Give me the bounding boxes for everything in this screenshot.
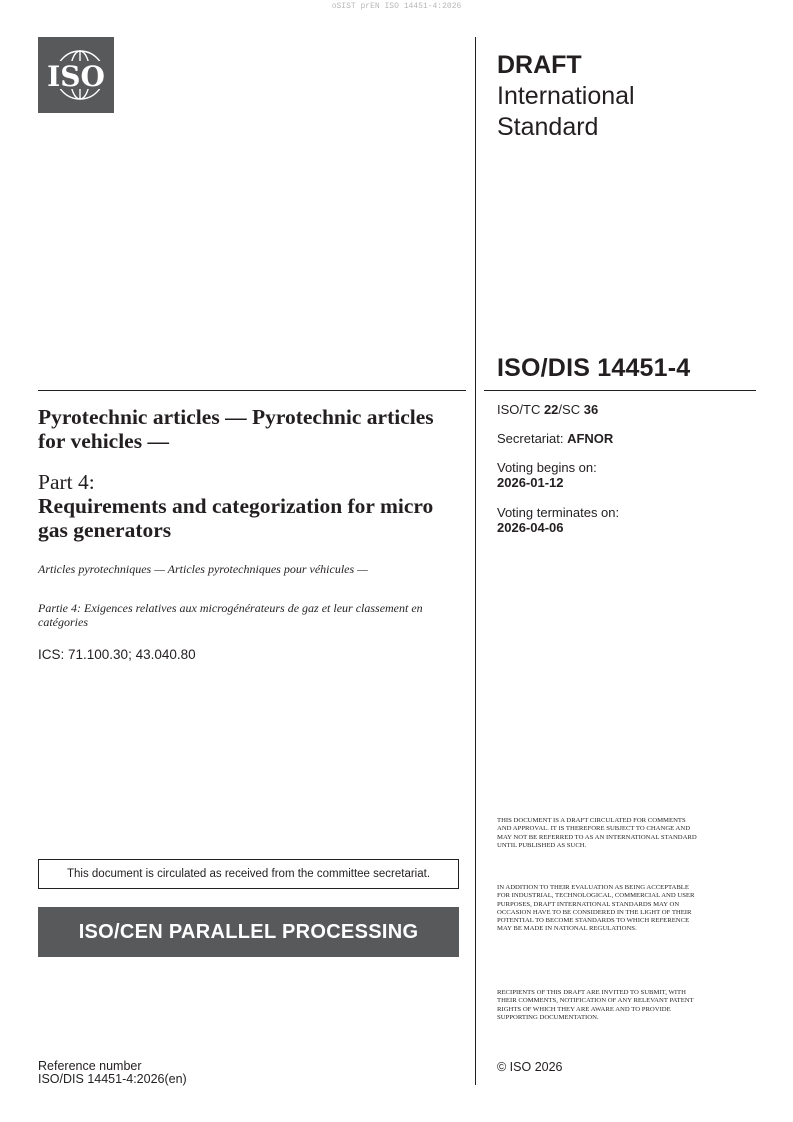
part-title: Requirements and categorization for micro gas generators [38,494,434,542]
doc-type-line3: Standard [497,113,599,141]
doc-type-line2: International [497,82,635,110]
copyright: © ISO 2026 [497,1060,563,1074]
iso-logo-text: ISO [47,60,105,93]
reference-label: Reference number [38,1059,142,1073]
alt-title-main: Articles pyrotechniques — Articles pyrotechniques pour véhicules — [38,562,368,576]
voting-terminates-label: Voting terminates on: [497,505,620,520]
voting-begins [497,460,597,490]
secretariat [497,431,613,446]
reference-number [38,1060,187,1086]
committee-sep: /SC [558,402,584,417]
voting-terminates-date: 2026-04-06 [497,520,564,535]
secretariat-value: AFNOR [567,431,614,446]
title-rule-right [484,390,756,391]
committee-tc: 22 [543,402,559,417]
document-type [497,50,635,143]
document-number: ISO/DIS 14451-4 [497,354,691,382]
committee-sc: 36 [583,402,599,417]
part-label: Part 4: [38,470,95,494]
voting-terminates [497,505,619,535]
doc-type-line1: DRAFT [497,51,582,79]
alt-title-part: Partie 4: Exigences relatives aux microgénérateurs de gaz et leur classement en catégories [38,601,423,629]
reference-value: ISO/DIS 14451-4:2026(en) [38,1072,187,1086]
secretariat-label: Secretariat: [497,431,568,446]
draft-notice-3: RECIPIENTS OF THIS DRAFT ARE INVITED TO SUBMIT, WITH THEIR COMMENTS, NOTIFICATION OF ANY RELEVANT PATENT RIGHTS OF WHICH THEY ARE AWARE AND TO PROVIDE SUPPORTING DOCUMENTATION. [497,989,694,1021]
title-rule-left [38,390,466,391]
ics-codes: ICS: 71.100.30; 43.040.80 [38,647,196,662]
circulated-note: This document is circulated as received from the committee secretariat. [38,859,459,889]
iso-logo [38,37,114,113]
draft-notice-2: IN ADDITION TO THEIR EVALUATION AS BEING ACCEPTABLE FOR INDUSTRIAL, TECHNOLOGICAL, COMMERCIAL AND USER PURPOSES, DRAFT INTERNATIONAL STANDARDS MAY ON OCCASION HAVE TO BE CONSIDERED IN THE LIGHT OF THEIR POTENTIAL TO BECOME STANDARDS TO WHICH REFERENCE MAY BE MADE IN NATIONAL REGULATIONS. [497,884,695,933]
main-title: Pyrotechnic articles — Pyrotechnic articles for vehicles — [38,405,434,453]
voting-begins-label: Voting begins on: [497,460,597,475]
committee [497,402,598,417]
voting-begins-date: 2026-01-12 [497,475,564,490]
watermark: oSIST prEN ISO 14451-4:2026 [331,2,462,11]
iso-globe-logo-icon [38,37,114,113]
draft-notice-1: THIS DOCUMENT IS A DRAFT CIRCULATED FOR COMMENTS AND APPROVAL. IT IS THEREFORE SUBJECT TO CHANGE AND MAY NOT BE REFERRED TO AS AN INTERNATIONAL STANDARD UNTIL PUBLISHED AS SUCH. [497,817,697,849]
column-divider [475,37,476,1085]
committee-prefix: ISO/TC [497,402,544,417]
parallel-processing-banner: ISO/CEN PARALLEL PROCESSING [38,907,459,957]
